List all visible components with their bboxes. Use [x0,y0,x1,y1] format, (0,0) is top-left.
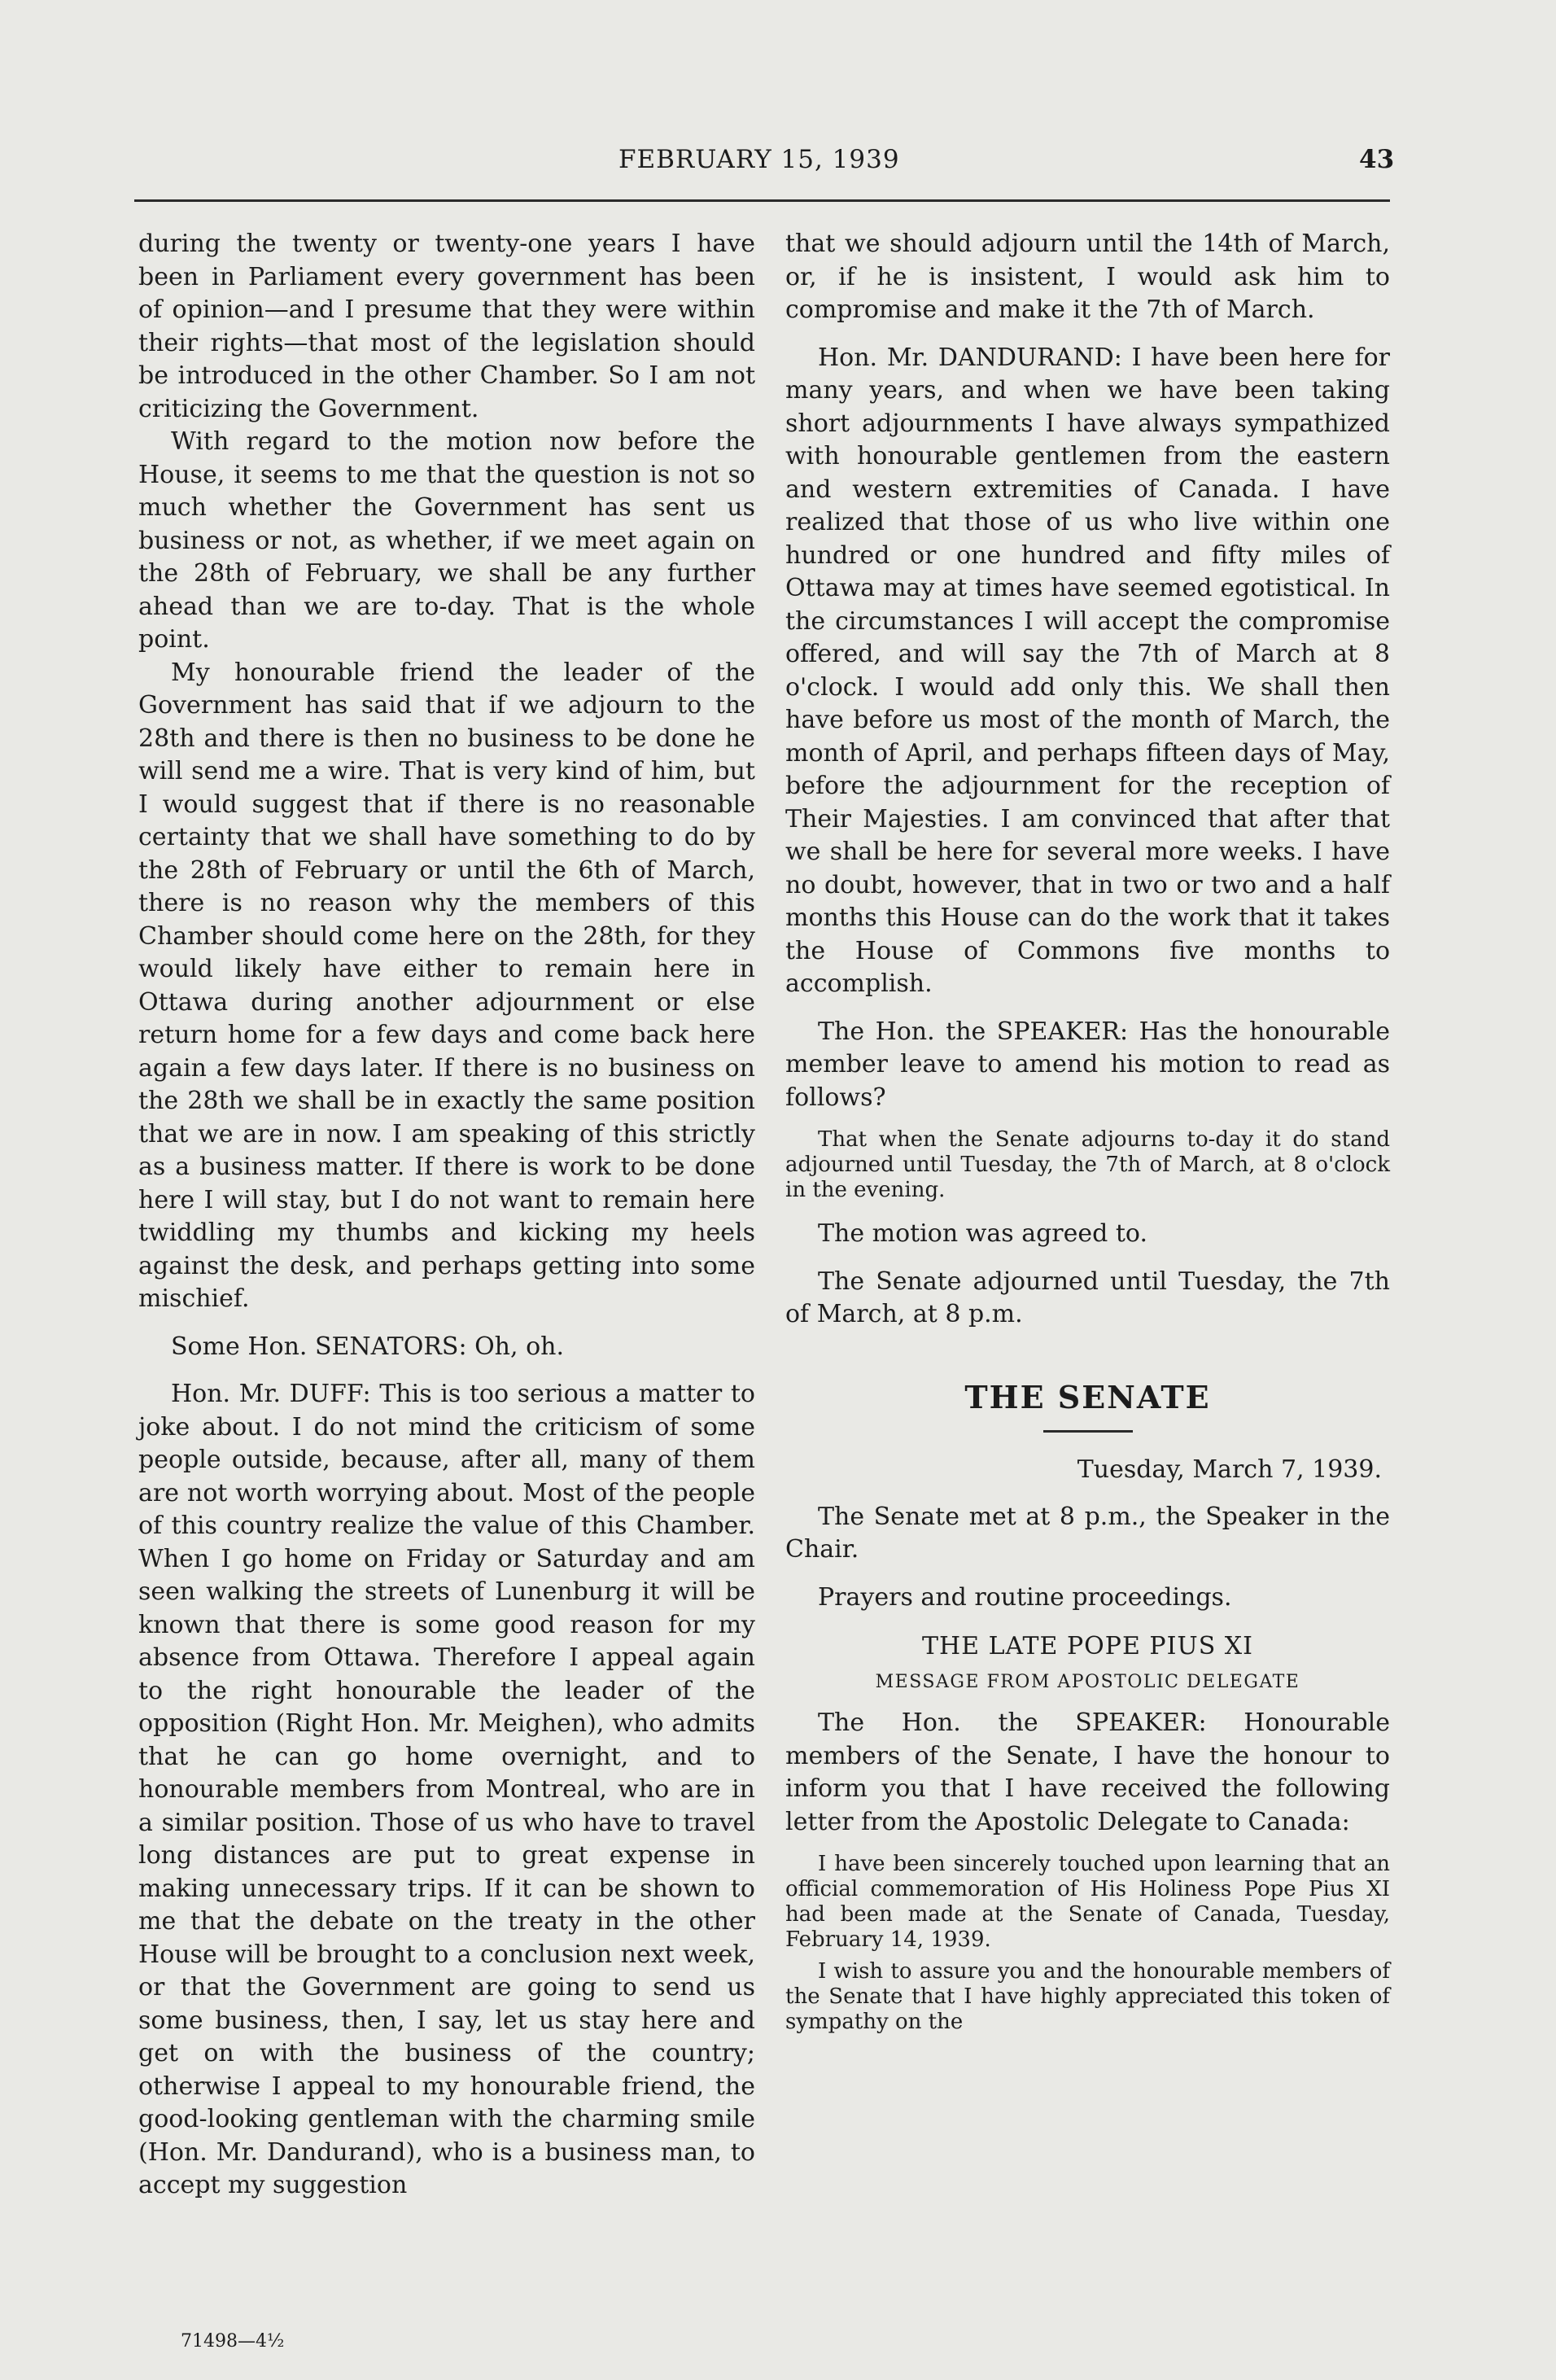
paragraph-dandurand: Hon. Mr. DANDURAND: I have been here for many years, and when we have been taking short adjournments I have always sympathized with honourable gentlemen from the eastern and western extremities of Canada. I have realized that those of us who live within one hundred or one hundred and fifty miles of Ottawa may at times have seemed egotistical. In the circumstances I will accept the compromise offered, and will say the 7th of March at 8 o'clock. I would add only this. We shall then have before us most of the month of March, the month of April, and perhaps fifteen days of May, before the adjournment for the reception of Their Majesties. I am convinced that after that we shall be here for several more weeks. I have no doubt, however, that in two or two and a half months this House can do the work that it takes the House of Commons five months to accomplish. [785,343,1390,998]
paragraph: My honourable friend the leader of the Government has said that if we adjourn to the 28th and there is then no business to be done he will send me a wire. That is very kind of him, but I would suggest that if there is no reasonable certainty that we shall have something to do by the 28th of February or until the 6th of March, there is no reason why the members of this Chamber should come here on the 28th, for they would likely have either to remain here in Ottawa during another adjournment or else return home for a few days and come back here again a few days later. If there is no business on the 28th we shall be in exactly the same position that we are in now. I am speaking of this strictly as a business matter. If there is work to be done here I will stay, but I do not want to remain here twiddling my thumbs and kicking my heels against the desk, and perhaps getting into some mischief. [138,658,755,1313]
paragraph-opening: The Senate met at 8 p.m., the Speaker in the Chair. [785,1502,1390,1564]
letter-paragraph: I have been sincerely touched upon learning that an official commemoration of His Holiness Pope Pius XI had been made at the Senate of Canada, Tuesday, February 14, 1939. [785,1852,1390,1952]
running-header-date: FEBRUARY 15, 1939 [618,145,900,174]
paragraph-interjection: Some Hon. SENATORS: Oh, oh. [171,1332,564,1361]
right-column [785,228,1390,2035]
paragraph-adjourned: The Senate adjourned until Tuesday, the 7th of March, at 8 p.m. [785,1267,1390,1328]
printer-code: 71498—4½ [181,2331,285,2352]
paragraph-prayers: Prayers and routine proceedings. [818,1582,1232,1612]
left-column [138,228,755,2203]
paragraph-speaker-letter-intro: The Hon. the SPEAKER: Honourable members of the Senate, I have the honour to inform you that I have received the following letter from the Apostolic Delegate to Canada: [785,1708,1390,1836]
paragraph: With regard to the motion now before the House, it seems to me that the question is not so much whether the Government has sent us business or not, as whether, if we meet again on the 28th of February, we shall be any further ahead than we are to-day. That is the whole point. [138,427,755,654]
header-rule [134,199,1390,202]
letter-paragraph: I wish to assure you and the honourable members of the Senate that I have highly appreciated this token of sympathy on the [785,1959,1390,2034]
motion-quote: That when the Senate adjourns to-day it do stand adjourned until Tuesday, the 7th of March, at 8 o'clock in the evening. [785,1127,1390,1202]
section-rule [1043,1430,1133,1433]
page-number: 43 [1359,145,1395,174]
section-title: THE SENATE [964,1378,1211,1415]
paragraph-duff: Hon. Mr. DUFF: This is too serious a matter to joke about. I do not mind the criticism of some people outside, because, after all, many of them are not worth worrying about. Most of the people of this country realize the value of this Chamber. When I go home on Friday or Saturday and am seen walking the streets of Lunenburg it will be known that there is some good reason for my absence from Ottawa. Therefore I appeal again to the right honourable the leader of the opposition (Right Hon. Mr. Meighen), who admits that he can go home overnight, and to honourable members from Montreal, who are in a similar position. Those of us who have to travel long distances are put to great expense in making unnecessary trips. If it can be shown to me that the debate on the treaty in the other House will be brought to a conclusion next week, or that the Government are going to send us some business, then, I say, let us stay here and get on with the business of the country; otherwise I appeal to my honourable friend, the good-looking gentleman with the charming smile (Hon. Mr. Dandurand), who is a business man, to accept my suggestion [138,1380,755,2199]
paragraph: that we should adjourn until the 14th of March, or, if he is insistent, I would ask him to compromise and make it the 7th of March. [785,230,1390,324]
paragraph-motion-agreed: The motion was agreed to. [818,1219,1147,1248]
sub-subheading: MESSAGE FROM APOSTOLIC DELEGATE [875,1672,1300,1692]
subheading: THE LATE POPE PIUS XI [921,1632,1253,1660]
paragraph-speaker: The Hon. the SPEAKER: Has the honourable member leave to amend his motion to read as follows? [785,1017,1390,1112]
paragraph: during the twenty or twenty-one years I have been in Parliament every government has been of opinion—and I presume that they were within their rights—that most of the legislation should be introduced in the other Chamber. So I am not criticizing the Government. [138,230,755,423]
section-date: Tuesday, March 7, 1939. [1077,1455,1382,1484]
